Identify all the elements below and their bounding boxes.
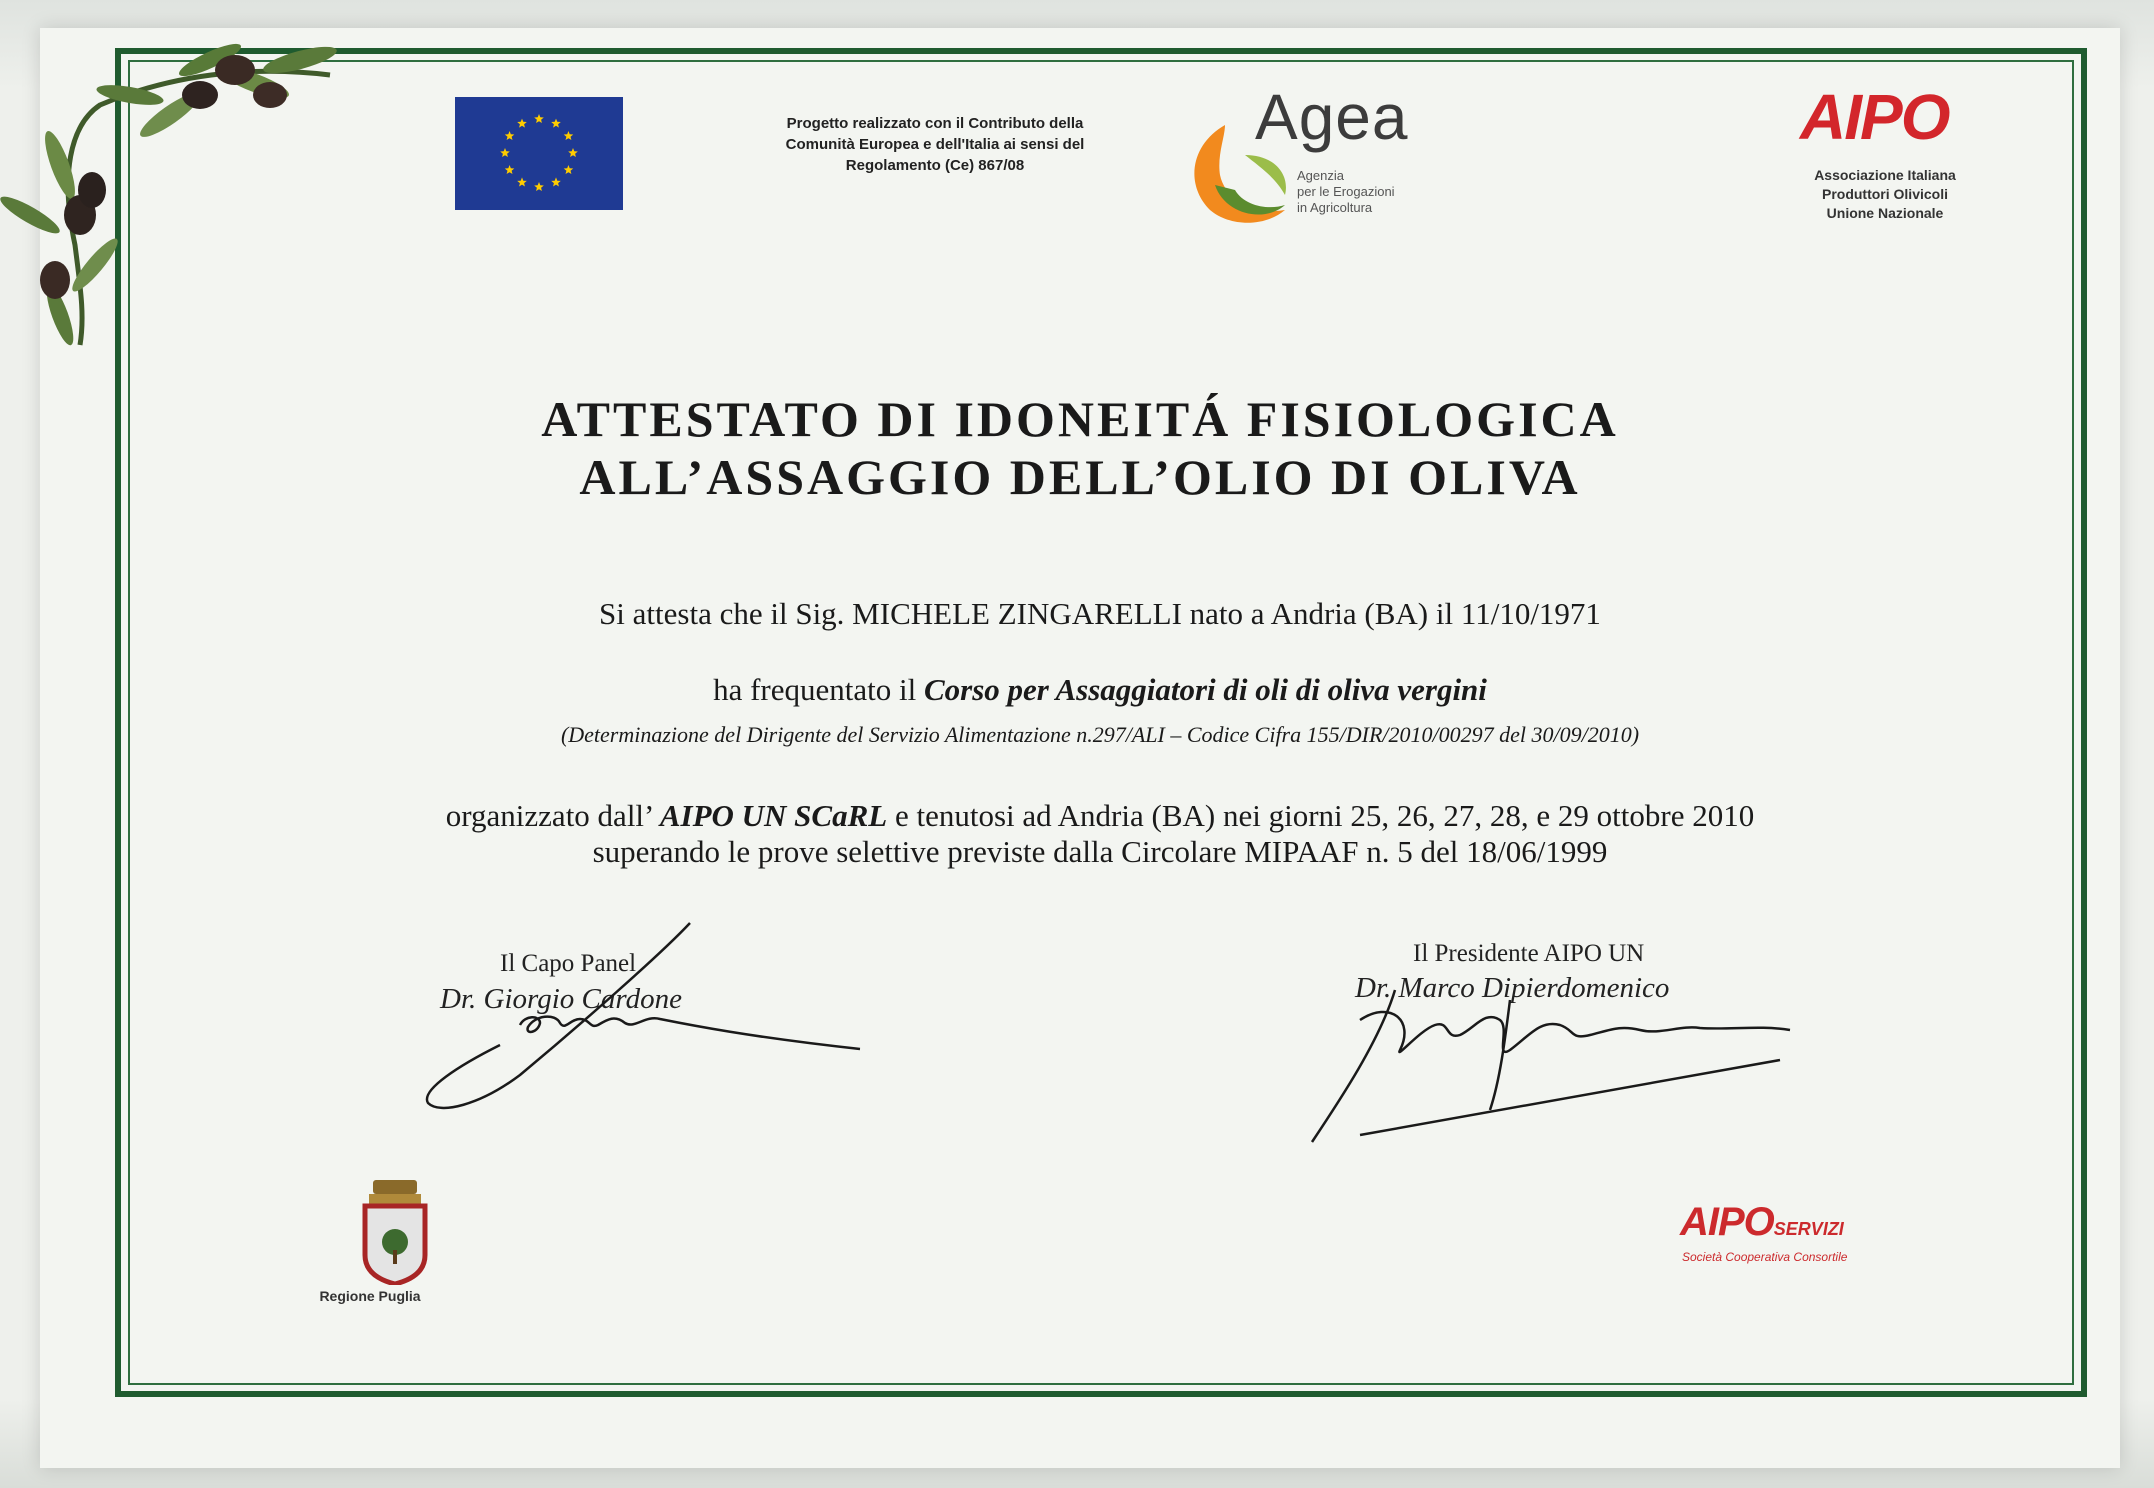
aipo-servizi-logo-main: AIPO <box>1680 1200 1774 1244</box>
eu-star <box>551 177 561 186</box>
title-line-1: ATTESTATO DI IDONEITÁ FISIOLOGICA <box>541 391 1619 447</box>
aipo-sub-line-2: Produttori Olivicoli <box>1821 186 1948 202</box>
course-line-prefix: ha frequentato il <box>713 672 924 707</box>
eu-star <box>534 182 544 191</box>
agea-sub-line-2: per le Erogazioni <box>1297 184 1395 199</box>
eu-star <box>534 114 544 123</box>
eu-flag-icon <box>455 97 623 210</box>
organizer-name: AIPO UN SCaRL <box>659 798 888 833</box>
agea-logo-text: Agea <box>1255 81 1409 153</box>
aipo-sub-line-1: Associazione Italiana <box>1814 167 1956 183</box>
attestation-line: Si attesta che il Sig. MICHELE ZINGARELLI nato a Andria (BA) il 11/10/1971 <box>599 596 1601 631</box>
aipo-subtitle <box>1770 166 2000 223</box>
contribution-line-1: Progetto realizzato con il Contributo della <box>786 115 1084 132</box>
organizer-prefix: organizzato dall’ <box>445 798 660 833</box>
aipo-logo: AIPO <box>1800 81 1949 153</box>
regione-puglia-crest-icon <box>330 1180 460 1285</box>
aipo-servizi-subtitle: Società Cooperativa Consortile <box>1682 1250 1848 1264</box>
signature-right-scribble <box>1300 980 1820 1150</box>
eu-star <box>564 131 574 140</box>
course-line <box>140 672 2060 708</box>
eu-star <box>568 148 578 157</box>
signature-right-name: Dr. Marco Dipierdomenico <box>1355 972 1670 1004</box>
eu-star <box>517 177 527 186</box>
olive-branch-icon <box>0 15 360 355</box>
signature-left-scribble <box>420 915 880 1115</box>
contribution-line-3: Regolamento (Ce) 867/08 <box>845 157 1025 174</box>
contribution-text <box>735 113 1135 176</box>
signature-left-role: Il Capo Panel <box>500 950 637 977</box>
course-name: Corso per Assaggiatori di oli di oliva vergini <box>923 672 1487 707</box>
eu-star <box>500 148 510 157</box>
agea-sub-line-1: Agenzia <box>1297 168 1344 183</box>
title-line-2: ALL’ASSAGGIO DELL’OLIO DI OLIVA <box>579 449 1581 505</box>
regione-puglia-label: Regione Puglia <box>319 1288 421 1304</box>
aipo-servizi-logo-suffix: SERVIZI <box>1773 1219 1844 1239</box>
certificate-title <box>300 390 1860 506</box>
eu-star <box>505 165 515 174</box>
determination-line: (Determinazione del Dirigente del Servizio Alimentazione n.297/ALI – Codice Cifra 155/DIR/2010/00297 del 30/09/2010) <box>560 722 1640 747</box>
selection-line: superando le prove selettive previste dalla Circolare MIPAAF n. 5 del 18/06/1999 <box>592 834 1608 869</box>
contribution-line-2: Comunità Europea e dell'Italia ai sensi del <box>785 136 1085 153</box>
eu-star <box>564 165 574 174</box>
signature-right-role: Il Presidente AIPO UN <box>1413 940 1645 967</box>
organizer-suffix: e tenutosi ad Andria (BA) nei giorni 25, 26, 27, 28, e 29 ottobre 2010 <box>887 798 1755 833</box>
signature-left-name: Dr. Giorgio Cardone <box>440 983 682 1015</box>
agea-sub-line-3: in Agricoltura <box>1297 200 1373 215</box>
eu-star <box>551 119 561 128</box>
eu-star <box>517 119 527 128</box>
eu-star <box>505 131 515 140</box>
aipo-sub-line-3: Unione Nazionale <box>1826 205 1944 221</box>
organizer-line <box>140 798 2060 834</box>
aipo-servizi-logo <box>1680 1200 1844 1245</box>
agea-subtitle <box>1297 168 1395 216</box>
